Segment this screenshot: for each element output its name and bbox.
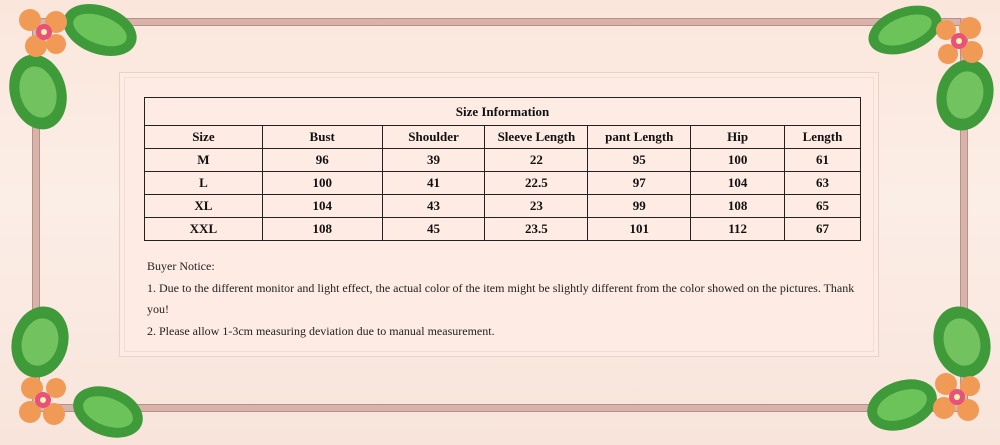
table-cell: 65 <box>785 195 861 218</box>
table-cell: 100 <box>262 172 382 195</box>
size-table <box>144 97 861 241</box>
table-cell: 108 <box>262 218 382 241</box>
table-cell: 45 <box>382 218 485 241</box>
notice-line-2: 2. Please allow 1-3cm measuring deviation due to manual measurement. <box>147 323 495 338</box>
table-row <box>145 149 861 172</box>
table-cell: 112 <box>691 218 785 241</box>
table-cell: 100 <box>691 149 785 172</box>
table-cell: 108 <box>691 195 785 218</box>
table-cell: L <box>145 172 263 195</box>
bottom-right-flower-icon <box>933 373 980 421</box>
table-cell: 101 <box>588 218 691 241</box>
top-right-flower-icon <box>936 17 983 64</box>
notice-line-1: 1. Due to the different monitor and light effect, the actual color of the item might be slightly different from the color showed on the pictures. Thank you! <box>147 280 855 316</box>
bottom-right-leaves-icon <box>860 300 1000 445</box>
table-cell: XL <box>145 195 263 218</box>
table-cell: 23 <box>485 195 588 218</box>
header-cell: pant Length <box>588 126 691 149</box>
top-left-flower-icon <box>19 9 67 57</box>
table-cell: 61 <box>785 149 861 172</box>
header-cell: Sleeve Length <box>485 126 588 149</box>
bottom-left-leaves-icon <box>0 300 150 445</box>
frame-top-border <box>32 18 968 26</box>
table-body <box>145 149 861 241</box>
buyer-notice <box>147 256 867 342</box>
frame-bottom-border <box>32 404 968 412</box>
header-cell: Hip <box>691 126 785 149</box>
table-cell: M <box>145 149 263 172</box>
table-cell: 104 <box>262 195 382 218</box>
table-cell: 104 <box>691 172 785 195</box>
top-right-leaves-icon <box>860 0 1000 140</box>
table-header-row <box>145 126 861 149</box>
table-cell: 23.5 <box>485 218 588 241</box>
table-row <box>145 218 861 241</box>
table-cell: XXL <box>145 218 263 241</box>
table-cell: 96 <box>262 149 382 172</box>
table-row <box>145 195 861 218</box>
table-title-row <box>145 98 861 126</box>
table-cell: 43 <box>382 195 485 218</box>
table-cell: 95 <box>588 149 691 172</box>
header-cell: Length <box>785 126 861 149</box>
table-row <box>145 172 861 195</box>
header-cell: Bust <box>262 126 382 149</box>
notice-heading: Buyer Notice: <box>147 259 215 273</box>
header-cell: Shoulder <box>382 126 485 149</box>
table-cell: 41 <box>382 172 485 195</box>
table-cell: 22 <box>485 149 588 172</box>
table-cell: 63 <box>785 172 861 195</box>
table-title: Size Information <box>145 98 861 126</box>
table-cell: 22.5 <box>485 172 588 195</box>
table-cell: 97 <box>588 172 691 195</box>
header-cell: Size <box>145 126 263 149</box>
bottom-left-flower-icon <box>19 377 66 425</box>
table-cell: 99 <box>588 195 691 218</box>
top-left-leaves-icon <box>0 0 150 140</box>
table-cell: 67 <box>785 218 861 241</box>
table-cell: 39 <box>382 149 485 172</box>
